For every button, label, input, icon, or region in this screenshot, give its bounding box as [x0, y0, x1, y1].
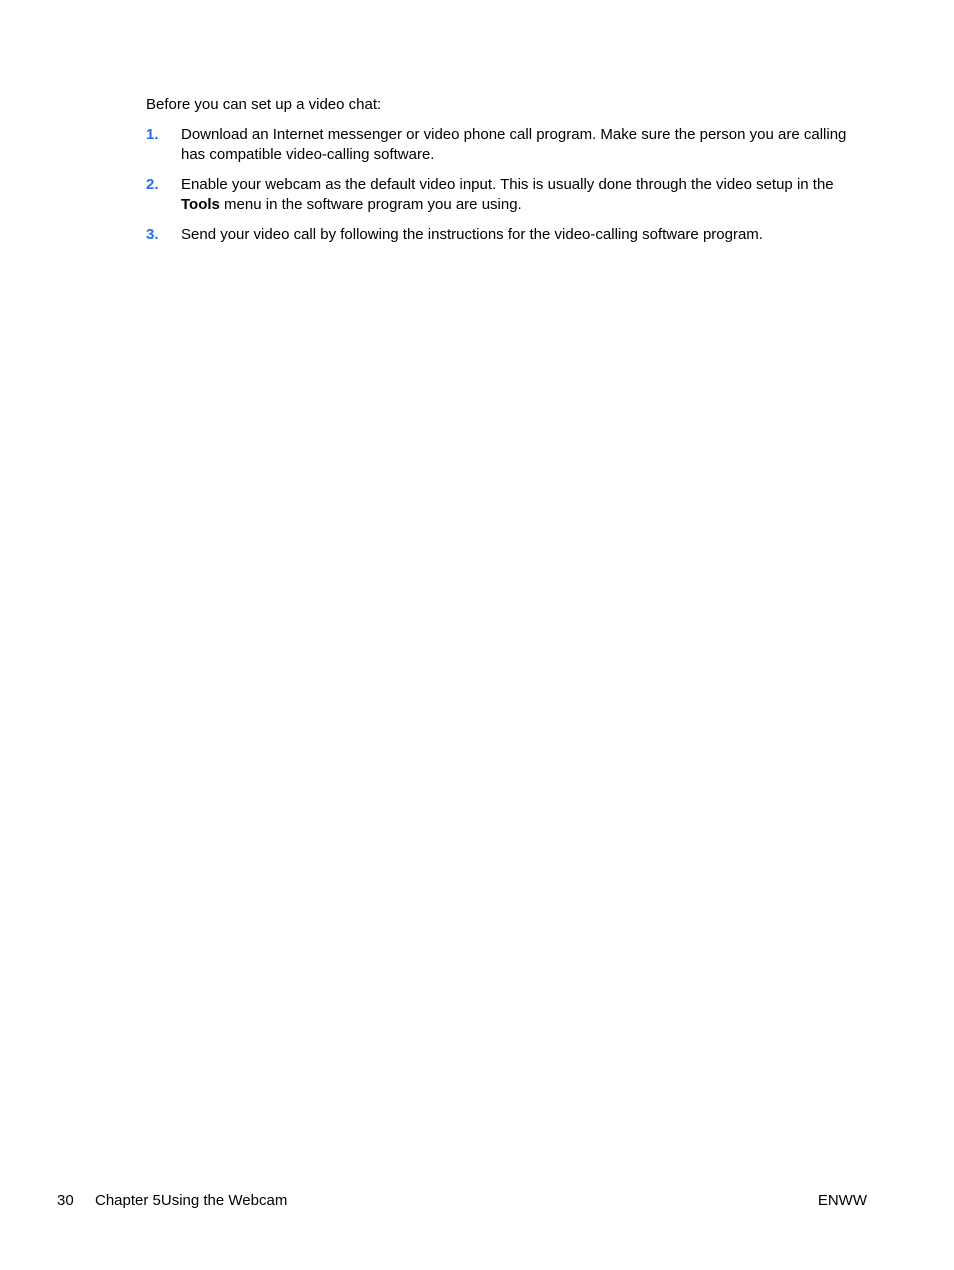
- step-text: [181, 175, 866, 215]
- footer-left: [57, 1191, 287, 1211]
- step-text: Download an Internet messenger or video phone call program. Make sure the person you are calling has compatible video-calling software.: [181, 126, 847, 163]
- list-item: [146, 225, 866, 245]
- list-item: [146, 125, 866, 165]
- step-text-after: menu in the software program you are using.: [219, 196, 522, 213]
- step-number: 2.: [146, 176, 159, 193]
- intro-paragraph: Before you can set up a video chat:: [146, 96, 382, 113]
- page-number: 30: [57, 1192, 74, 1209]
- page-footer: [57, 1191, 867, 1211]
- steps-list: [146, 125, 866, 255]
- step-number: 3.: [146, 226, 159, 243]
- tools-menu-label: Tools: [181, 196, 220, 213]
- step-text: Send your video call by following the instructions for the video-calling software program.: [181, 226, 763, 243]
- footer-locale: ENWW: [817, 1192, 867, 1209]
- step-number: 1.: [146, 126, 159, 143]
- chapter-title: Using the Webcam: [160, 1192, 288, 1209]
- list-item: [146, 175, 866, 215]
- step-text-before: Enable your webcam as the default video input. This is usually done through the video setup in the: [181, 176, 834, 193]
- chapter-label: Chapter 5: [95, 1192, 161, 1209]
